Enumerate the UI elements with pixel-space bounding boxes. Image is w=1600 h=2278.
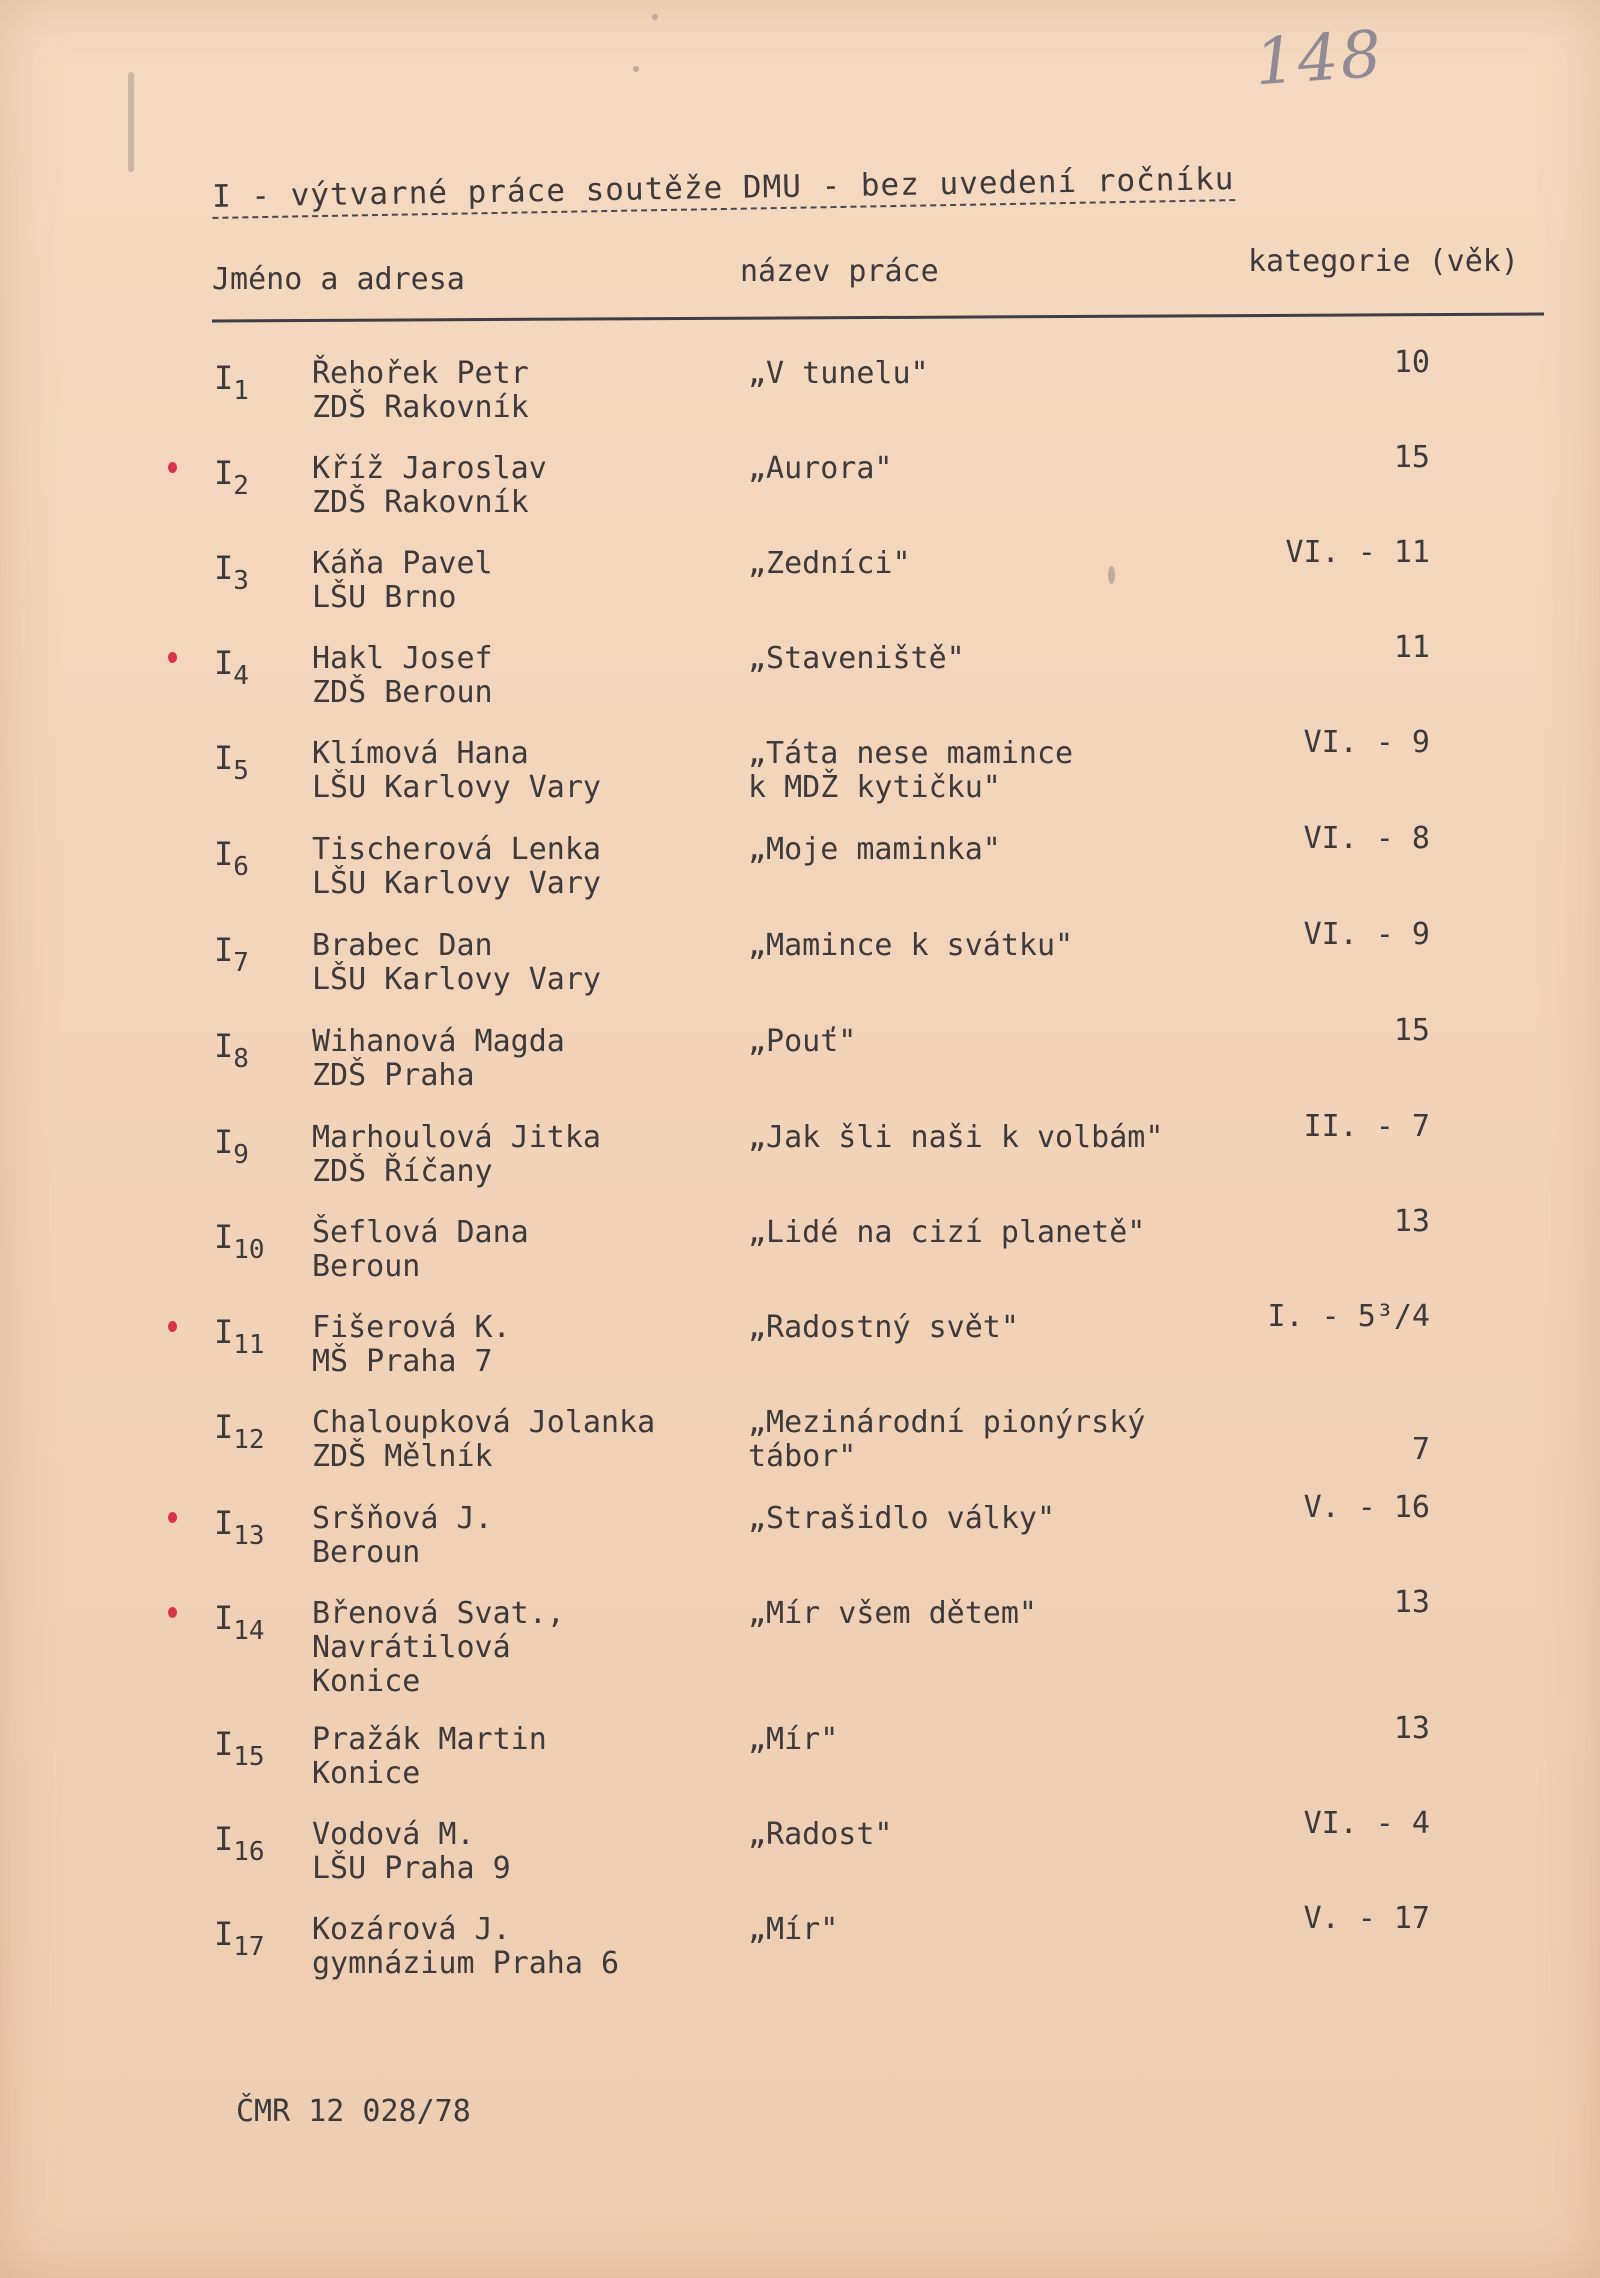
entry-id: $I_{13}$: [214, 1504, 265, 1551]
entry-work-title: [748, 1502, 1055, 1536]
entry-name-line: Fišerová K.: [312, 1310, 511, 1345]
entry-row: [0, 440, 1600, 542]
entry-title-line: „Mezinárodní pionýrský: [748, 1405, 1146, 1440]
entry-name-line: Káňa Pavel: [312, 546, 493, 581]
entry-title-line: „Staveniště": [748, 641, 965, 676]
entry-row: [0, 1901, 1600, 2003]
red-check-mark: [168, 462, 177, 473]
entry-category: VI. - 4: [1303, 1806, 1430, 1841]
entry-name-address: [312, 1913, 619, 1981]
entry-title-line: „Lidé na cizí planetě": [748, 1215, 1146, 1250]
entry-title-line: „Mamince k svátku": [748, 928, 1074, 963]
entry-category: II. - 7: [1303, 1109, 1430, 1144]
entry-id: $I_2$: [214, 454, 249, 501]
entry-row: [0, 345, 1600, 447]
ink-spot: [1108, 566, 1115, 584]
entry-row: [0, 1013, 1600, 1115]
entry-name-line: ZDŠ Beroun: [312, 675, 493, 710]
entry-name-line: Beroun: [312, 1535, 421, 1570]
entry-id: $I_9$: [214, 1123, 249, 1170]
entry-row: [0, 821, 1600, 923]
column-header-category: kategorie (věk): [1248, 244, 1519, 279]
entry-work-title: [748, 1121, 1163, 1155]
entry-title-line: „Zedníci": [748, 546, 911, 581]
entry-work-title: [748, 357, 929, 391]
entry-name-address: [312, 1216, 529, 1284]
entry-title-line: „Radostný svět": [748, 1310, 1019, 1345]
entry-name-line: Tischerová Lenka: [312, 832, 601, 867]
entry-id: $I_5$: [214, 739, 249, 786]
entry-title-line: „V tunelu": [748, 356, 929, 391]
entry-name-address: [312, 357, 529, 425]
entry-name-line: LŠU Brno: [312, 580, 457, 615]
entry-row: [0, 535, 1600, 637]
entry-row: [0, 1585, 1600, 1699]
entry-row: [0, 1109, 1600, 1211]
entry-category: VI. - 8: [1303, 821, 1430, 856]
entry-name-line: Pražák Martin: [312, 1722, 547, 1757]
document-heading: I - výtvarné práce soutěže DMU - bez uvedení ročníku: [212, 161, 1235, 219]
entry-name-address: [312, 1723, 547, 1791]
entry-row: [0, 630, 1600, 732]
entry-id: $I_{15}$: [214, 1725, 265, 1772]
ink-spot: [652, 14, 658, 20]
entry-work-title: [748, 1913, 838, 1947]
entry-work-title: [748, 1025, 856, 1059]
entry-name-line: LŠU Karlovy Vary: [312, 866, 601, 901]
header-rule: [212, 313, 1544, 323]
entry-category: 13: [1393, 1711, 1430, 1746]
entry-row: [0, 1711, 1600, 1813]
ink-spot: [633, 66, 639, 72]
entry-row: [0, 917, 1600, 1019]
entry-id: $I_7$: [214, 931, 249, 978]
entry-category: 15: [1393, 440, 1430, 475]
entry-work-title: [748, 452, 893, 486]
entry-row: [0, 1490, 1600, 1592]
entry-title-line: „Strašidlo války": [748, 1501, 1056, 1536]
red-check-mark: [168, 1321, 177, 1332]
entry-name-line: Kozárová J.: [312, 1912, 511, 1947]
column-header-title: název práce: [740, 254, 939, 289]
entry-name-address: [312, 1121, 601, 1189]
entry-name-line: ZDŠ Mělník: [312, 1439, 493, 1474]
entry-id: $I_{10}$: [214, 1218, 265, 1265]
entry-name-line: Vodová M.: [312, 1817, 475, 1852]
entry-title-line: „Táta nese mamince: [748, 736, 1074, 771]
entry-row: [0, 1406, 1600, 1496]
entry-name-address: [312, 737, 601, 805]
entry-work-title: [748, 1311, 1019, 1345]
entry-category: 13: [1393, 1585, 1430, 1620]
entry-category: 15: [1393, 1013, 1430, 1048]
entry-name-address: [312, 1311, 511, 1379]
entry-name-address: [312, 547, 493, 615]
entry-name-line: Wihanová Magda: [312, 1024, 565, 1059]
entry-category: V. - 16: [1303, 1490, 1430, 1525]
entry-name-line: ZDŠ Praha: [312, 1058, 475, 1093]
entry-name-line: Konice: [312, 1756, 421, 1791]
entry-category: VI. - 9: [1303, 725, 1430, 760]
entry-work-title: [748, 929, 1073, 963]
entry-work-title: [748, 1723, 838, 1757]
entry-name-address: [312, 1502, 493, 1570]
entry-name-address: [312, 1025, 565, 1093]
entry-name-address: [312, 1597, 565, 1699]
entry-id: $I_8$: [214, 1027, 249, 1074]
entry-work-title: [748, 833, 1001, 867]
entry-row: [0, 725, 1600, 827]
entry-title-line: „Mír": [748, 1912, 839, 1947]
entry-work-title: [748, 642, 965, 676]
entry-name-line: Beroun: [312, 1249, 421, 1284]
entry-work-title: [748, 1818, 893, 1852]
entry-id: $I_{14}$: [214, 1599, 265, 1646]
entry-category: 11: [1393, 630, 1430, 665]
entry-name-line: Břenová Svat.,: [312, 1596, 565, 1631]
entry-work-title: [748, 1216, 1145, 1250]
entry-title-line: k MDŽ kytičku": [748, 770, 1001, 805]
entry-name-line: Hakl Josef: [312, 641, 493, 676]
entry-id: $I_{16}$: [214, 1820, 265, 1867]
footer-reference: ČMR 12 028/78: [236, 2094, 471, 2129]
entry-name-address: [312, 1406, 655, 1474]
entry-id: $I_4$: [214, 644, 249, 691]
entry-name-line: Brabec Dan: [312, 928, 493, 963]
entry-category: 13: [1393, 1204, 1430, 1239]
red-check-mark: [168, 1607, 177, 1618]
entry-name-line: Marhoulová Jitka: [312, 1120, 601, 1155]
entry-name-line: Klímová Hana: [312, 736, 529, 771]
entry-title-line: „Moje maminka": [748, 832, 1001, 867]
handwritten-page-number: 148: [1252, 17, 1386, 101]
entry-name-line: Navrátilová: [312, 1630, 511, 1665]
entry-work-title: [748, 547, 911, 581]
entry-id: $I_{12}$: [214, 1408, 265, 1455]
entry-title-line: „Pouť": [748, 1024, 857, 1059]
entry-row: [0, 1806, 1600, 1908]
entry-name-line: MŠ Praha 7: [312, 1344, 493, 1379]
entry-name-address: [312, 929, 601, 997]
entry-name-address: [312, 452, 547, 520]
column-header-name: Jméno a adresa: [212, 262, 465, 297]
entry-category: VI. - 11: [1285, 535, 1430, 570]
entry-title-line: „Aurora": [748, 451, 893, 486]
entry-name-line: LŠU Karlovy Vary: [312, 770, 601, 805]
entry-title-line: tábor": [748, 1439, 857, 1474]
entry-id: $I_1$: [214, 359, 249, 406]
entry-title-line: „Mír všem dětem": [748, 1596, 1037, 1631]
entry-category: VI. - 9: [1303, 917, 1430, 952]
entry-id: $I_{17}$: [214, 1915, 265, 1962]
entry-name-line: Šeflová Dana: [312, 1215, 529, 1250]
entry-row: [0, 1204, 1600, 1306]
entry-work-title: [748, 737, 1073, 805]
entry-id: $I_3$: [214, 549, 249, 596]
entry-id: $I_{11}$: [214, 1313, 265, 1360]
entry-title-line: „Jak šli naši k volbám": [748, 1120, 1164, 1155]
entry-row: [0, 1299, 1600, 1401]
entry-title-line: „Radost": [748, 1817, 893, 1852]
entry-category: I. - 5³/4: [1267, 1299, 1430, 1334]
entry-name-line: Sršňová J.: [312, 1501, 493, 1536]
entry-name-line: LŠU Karlovy Vary: [312, 962, 601, 997]
entry-name-line: Kříž Jaroslav: [312, 451, 547, 486]
entry-name-line: gymnázium Praha 6: [312, 1946, 620, 1981]
entry-title-line: „Mír": [748, 1722, 839, 1757]
entry-name-line: Konice: [312, 1664, 421, 1699]
entry-category: 7: [1411, 1432, 1430, 1467]
entry-work-title: [748, 1406, 1145, 1474]
entry-category: 10: [1393, 345, 1430, 380]
entry-name-address: [312, 642, 493, 710]
entry-name-line: ZDŠ Říčany: [312, 1154, 493, 1189]
red-check-mark: [168, 652, 177, 663]
entry-name-line: Chaloupková Jolanka: [312, 1405, 656, 1440]
entry-name-line: LŠU Praha 9: [312, 1851, 511, 1886]
entry-id: $I_6$: [214, 835, 249, 882]
entry-name-line: Řehořek Petr: [312, 356, 529, 391]
entry-name-line: ZDŠ Rakovník: [312, 485, 529, 520]
red-check-mark: [168, 1512, 177, 1523]
binding-mark: [128, 72, 134, 172]
entry-name-line: ZDŠ Rakovník: [312, 390, 529, 425]
entry-category: V. - 17: [1303, 1901, 1430, 1936]
entry-name-address: [312, 833, 601, 901]
entry-name-address: [312, 1818, 511, 1886]
entry-work-title: [748, 1597, 1037, 1631]
